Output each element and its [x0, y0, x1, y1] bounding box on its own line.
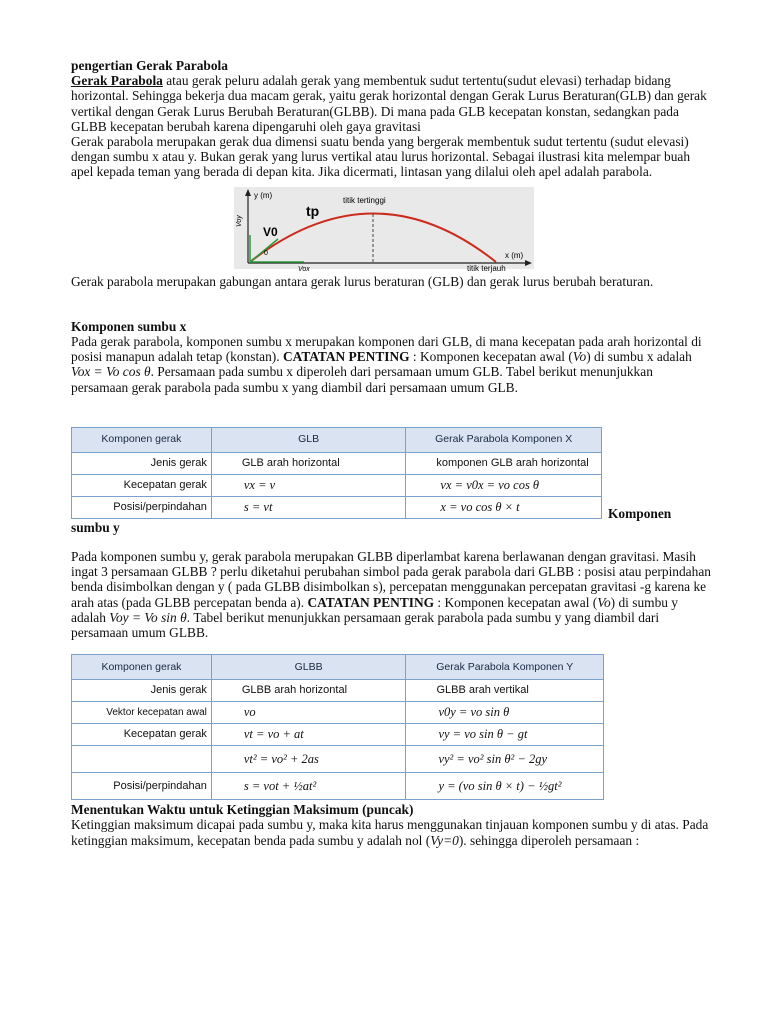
- paragraph-two-dimension: Gerak parabola merupakan gerak dua dimensi suatu benda yang bergerak membentuk sudut tertentu (sudut elevasi) dengan sumbu x atau y. Bukan gerak yang lurus vertikal atau lurus horizontal. Sebagai ilustrasi kita melempar buah apel kepada teman yang berada di depan kita. Jika dicermati, lintasan yang dilalui oleh apel adalah parabola.: [71, 134, 691, 180]
- table-header-row: [72, 427, 602, 452]
- equation-voy: Voy = Vo sin θ: [109, 609, 187, 625]
- table-cell-label: [72, 746, 212, 773]
- definition-text: atau gerak peluru adalah gerak yang membentuk sudut tertentu(sudut elevasi) terhadap bidang horizontal. Sehingga bekerja dua macam gerak, yaitu gerak horizontal dengan Gerak Lurus Beraturan(GLB) dan gerak vertikal dengan Gerak Lurus Berubah Beraturan(GLBB). Di mana pada GLB kecepatan konstan, sedangkan pada GLBB kecepatan berubah karena dipengaruhi oleh gaya gravitasi: [71, 73, 707, 134]
- table-cell-parabola: GLBB arah vertikal: [406, 680, 604, 702]
- table-row: [72, 452, 602, 474]
- table-header-cell: Gerak Parabola Komponen X: [406, 427, 602, 452]
- equation-vy-zero: Vy=0: [430, 832, 459, 848]
- table-cell-parabola: v0y = vo sin θ: [406, 702, 604, 724]
- paragraph-sumbu-x: Pada gerak parabola, komponen sumbu x merupakan komponen dari GLB, di mana kecepatan pada arah horizontal di posisi manapun adalah tetap (konstan). CATATAN PENTING : Komponen kecepatan awal (Vo) di sumbu x adalah Vox = Vo cos θ. Persamaan pada sumbu x diperoleh dari persamaan umum GLB. Tabel berikut menunjukkan persamaan gerak parabola pada sumbu x yang diambil dari persamaan umum GLB.: [71, 334, 702, 395]
- y-axis-label: y (m): [254, 190, 273, 200]
- paragraph-definition: [71, 73, 711, 134]
- vox-label: Vox: [298, 265, 310, 273]
- table-row: [72, 702, 604, 724]
- table-cell-glbb: s = vot + ½at²: [211, 773, 406, 800]
- paragraph-ketinggian-maksimum: Ketinggian maksimum dicapai pada sumbu y, maka kita harus menggunakan tinjauan komponen sumbu y di atas. Pada ketinggian maksimum, kecepatan benda pada sumbu y adalah nol (Vy=0). sehingga diperoleh persamaan :: [71, 817, 709, 848]
- table-cell-label: Posisi/perpindahan: [72, 496, 212, 518]
- table-header-cell: Gerak Parabola Komponen Y: [406, 655, 604, 680]
- section-heading-sumbu-y-part2: sumbu y: [71, 519, 120, 535]
- table-cell-glb: vx = v: [211, 474, 406, 496]
- table-x-wrapper: [71, 427, 711, 519]
- table-cell-parabola: x = vo cos θ × t: [406, 496, 602, 518]
- document-page: [71, 58, 711, 848]
- table-cell-parabola: vy = vo sin θ − gt: [406, 724, 604, 746]
- section-heading-sumbu-y-part1: Komponen: [608, 505, 672, 521]
- table-cell-glbb: vo: [211, 702, 406, 724]
- table-cell-glbb: vt² = vo² + 2as: [211, 746, 406, 773]
- table-row: [72, 680, 604, 702]
- table-row: [72, 773, 604, 800]
- table-cell-parabola: y = (vo sin θ × t) − ½gt²: [406, 773, 604, 800]
- table-header-cell: Komponen gerak: [72, 655, 212, 680]
- table-komponen-x: [71, 427, 602, 519]
- table-cell-parabola: vy² = vo² sin θ² − 2gy: [406, 746, 604, 773]
- equation-vox: Vox = Vo cos θ: [71, 364, 151, 380]
- note-label: CATATAN PENTING: [307, 594, 435, 610]
- table-cell-glbb: GLBB arah horizontal: [211, 680, 406, 702]
- table-komponen-y: [71, 654, 604, 800]
- table-cell-glb: s = vt: [211, 496, 406, 518]
- table-row: [72, 496, 602, 518]
- y-axis-arrow-icon: [245, 189, 251, 196]
- table-row: [72, 724, 604, 746]
- parabola-diagram-svg: [234, 187, 534, 273]
- tp-label: tp: [306, 202, 320, 219]
- paragraph-sumbu-y: Pada komponen sumbu y, gerak parabola merupakan GLBB diperlambat karena berlawanan dengan gravitasi. Masih ingat 3 persamaan GLBB ? perlu diketahui perubahan simbol pada gerak parabola dari GLBB : posisi atau perpindahan benda disimbolkan dengan y ( pada GLBB disimbolkan s), percepatan menggunakan percepatan gravitasi -g karena ke arah atas (pada GLBB percepatan benda a). CATATAN PENTING : Komponen kecepatan awal (Vo) di sumbu y adalah Voy = Vo sin θ. Tabel berikut menunjukkan persamaan gerak parabola pada sumbu y yang diambil dari persamaan umum GLBB.: [71, 549, 711, 641]
- table-cell-parabola: komponen GLB arah horizontal: [406, 452, 602, 474]
- table-header-row: [72, 655, 604, 680]
- table-cell-label: Jenis gerak: [72, 680, 212, 702]
- peak-label: titik tertinggi: [343, 195, 386, 205]
- far-label: titik terjauh: [467, 263, 506, 273]
- table-cell-label: Kecepatan gerak: [72, 724, 212, 746]
- table-row: [72, 474, 602, 496]
- section-heading-waktu-puncak: Menentukan Waktu untuk Ketinggian Maksimum (puncak): [71, 802, 414, 818]
- table-header-cell: GLB: [211, 427, 406, 452]
- table-cell-label: Vektor kecepatan awal: [72, 702, 212, 724]
- x-axis-label: x (m): [505, 250, 524, 260]
- x-axis-arrow-icon: [525, 260, 532, 266]
- table-cell-label: Jenis gerak: [72, 452, 212, 474]
- table-cell-parabola: vx = v0x = vo cos θ: [406, 474, 602, 496]
- table-header-cell: GLBB: [211, 655, 406, 680]
- parabola-diagram: [234, 187, 534, 273]
- table-cell-glb: GLB arah horizontal: [211, 452, 406, 474]
- table-row: [72, 746, 604, 773]
- section-heading-gerak-parabola: pengertian Gerak Parabola: [71, 58, 228, 73]
- v0-label: V0: [263, 224, 278, 239]
- table-cell-label: Kecepatan gerak: [72, 474, 212, 496]
- table-header-cell: Komponen gerak: [72, 427, 212, 452]
- note-label: CATATAN PENTING: [282, 349, 410, 365]
- term-gerak-parabola: Gerak Parabola: [71, 73, 163, 89]
- table-cell-label: Posisi/perpindahan: [72, 773, 212, 800]
- table-cell-glbb: vt = vo + at: [211, 724, 406, 746]
- section-heading-sumbu-x: Komponen sumbu x: [71, 318, 187, 334]
- paragraph-combination: Gerak parabola merupakan gabungan antara gerak lurus beraturan (GLB) dan gerak lurus berubah beraturan.: [71, 273, 654, 289]
- voy-label: Voy: [236, 214, 243, 227]
- origin-label: 0: [264, 249, 268, 257]
